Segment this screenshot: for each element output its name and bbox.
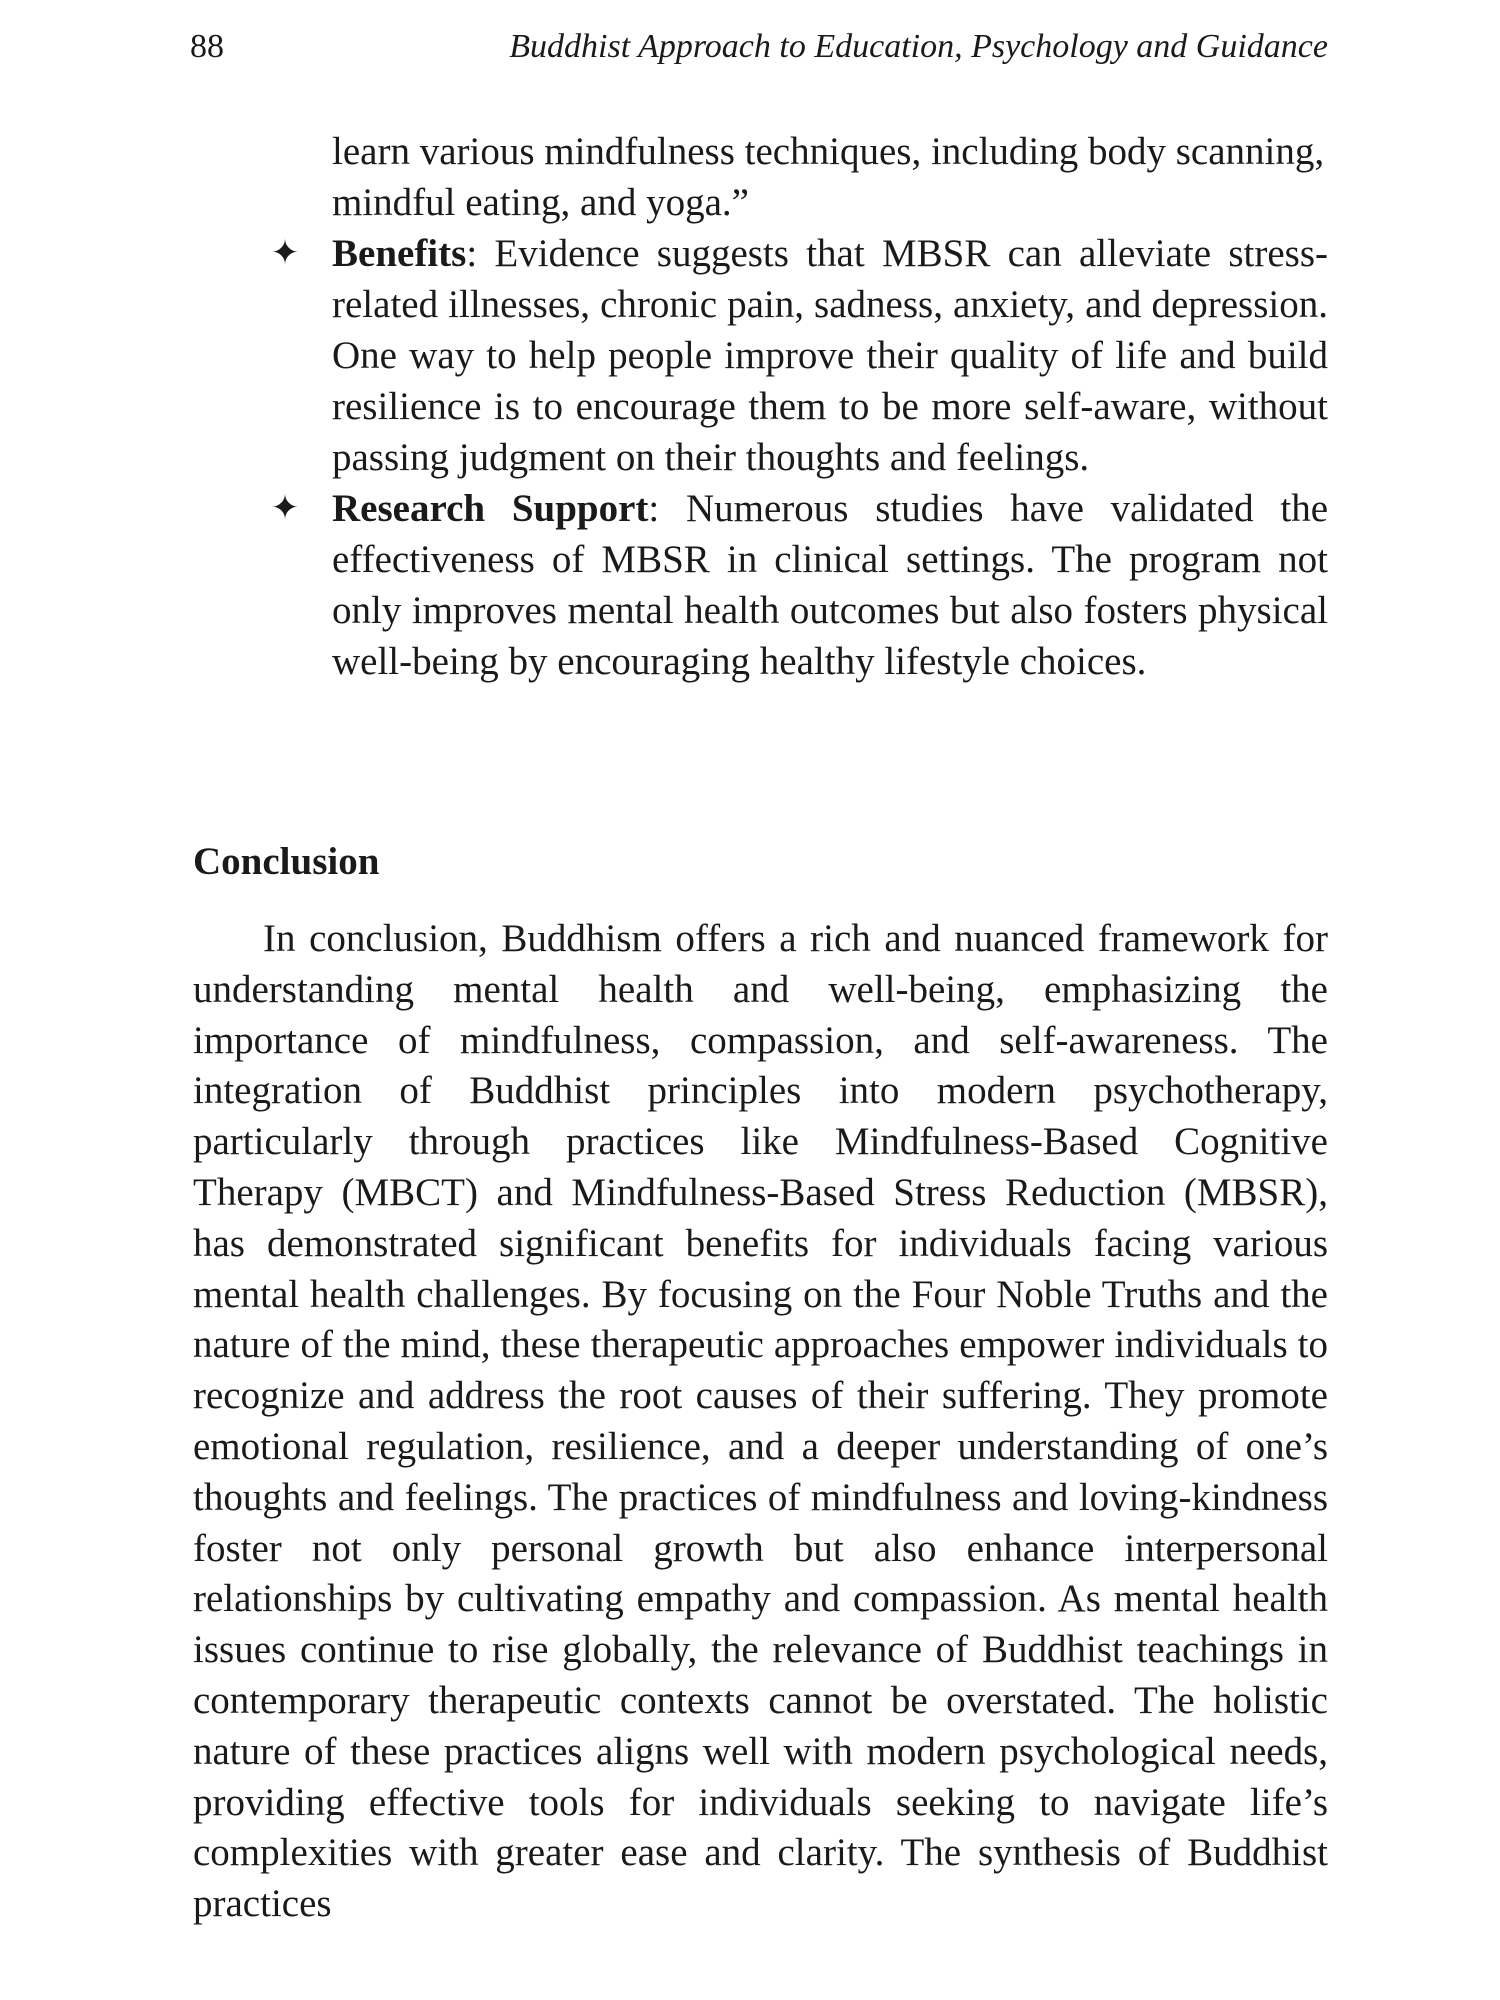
bullet-item-research-support <box>266 483 1328 687</box>
bullet-text: : Numerous studies have validated the effectiveness of MBSR in clinical settings. The program not only improves mental health outcomes but also fosters physical well-being by encouraging healthy lifestyle choices. <box>332 487 1329 683</box>
bullet-text: : Evidence suggests that MBSR can alleviate stress-related illnesses, chronic pain, sadness, anxiety, and depression. One way to help people improve their quality of life and build resilience is to encourage them to be more self-aware, without passing judgment on their thoughts and feelings. <box>332 232 1328 479</box>
running-header <box>190 22 1328 72</box>
bullet-item-benefits <box>266 228 1328 483</box>
section-heading-conclusion: Conclusion <box>193 840 380 883</box>
book-title: Buddhist Approach to Education, Psychology and Guidance <box>509 28 1328 65</box>
four-pointed-star-icon: ✦ <box>270 235 300 272</box>
conclusion-paragraph: In conclusion, Buddhism offers a rich and nuanced framework for understanding mental health and well-being, emphasizing the importance of mindfulness, compassion, and self-awareness. The integration of Buddhist principles into modern psychotherapy, particularly through practices like Mindfulness-Based Cognitive Therapy (MBCT) and Mindfulness-Based Stress Reduction (MBSR), has demonstrated significant benefits for individuals facing various mental health challenges. By focusing on the Four Noble Truths and the nature of the mind, these therapeutic approaches empower individuals to recognize and address the root causes of their suffering. They promote emotional regulation, resilience, and a deeper understanding of one’s thoughts and feelings. The practices of mindfulness and loving-kindness foster not only personal growth but also enhance interpersonal relationships by cultivating empathy and compassion. As mental health issues continue to rise globally, the relevance of Buddhist teachings in contemporary therapeutic contexts cannot be overstated. The holistic nature of these practices aligns well with modern psychological needs, providing effective tools for individuals seeking to navigate life’s complexities with greater ease and clarity. The synthesis of Buddhist practices <box>193 917 1328 1926</box>
four-pointed-star-icon: ✦ <box>270 490 300 527</box>
bullet-term: Research Support <box>332 487 649 530</box>
bullet-term: Benefits <box>332 232 467 275</box>
continued-text: learn various mindfulness techniques, including body scanning, mindful eating, and yoga.” <box>332 130 1325 224</box>
page-number: 88 <box>190 28 224 65</box>
bullet-list <box>266 126 1328 687</box>
